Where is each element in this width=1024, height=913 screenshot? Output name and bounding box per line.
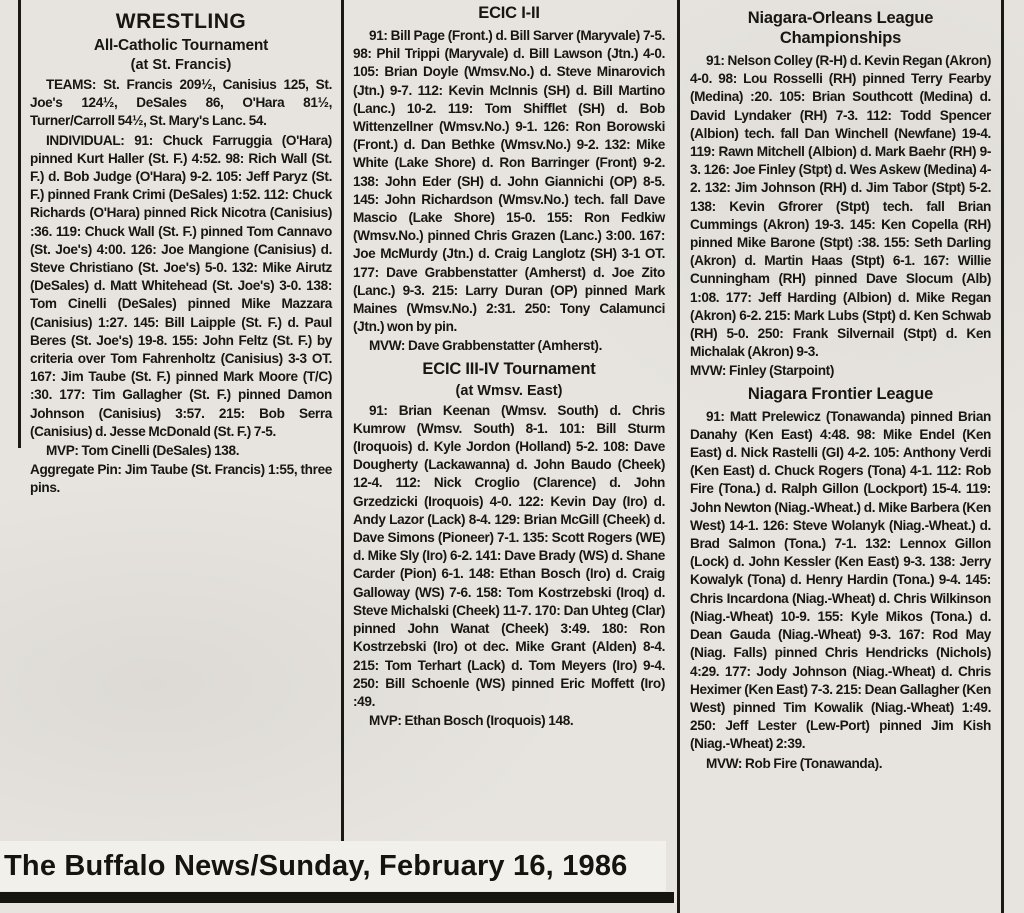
section-title-wrestling: WRESTLING	[115, 10, 247, 33]
col2-col3-divider-rule	[677, 0, 680, 913]
all-catholic-team-scores: TEAMS: St. Francis 209½, Canisius 125, St. Joe's 124½, DeSales 86, O'Hara 81½, Turner/Carroll 54½, St. Mary's Lanc. 54.	[30, 77, 332, 129]
niagara-frontier-mvw: MVW: Rob Fire (Tonawanda).	[706, 755, 883, 771]
niagara-frontier-results: 91: Matt Prelewicz (Tonawanda) pinned Brian Danahy (Ken East) 4:48. 98: Mike Endel (Ken East) d. Nick Rastelli (GI) 4-2. 105: Anthony Verdi (Ken East) d. Chuck Rogers (Tona) 4-1. 112: Rob Fire (Tona.) d. Ralph Gillon (Lockport) 15-4. 119: John Newton (Niag.-Wheat.) d. Mike Barbera (Ken West) 14-1. 126: Steve Wolanyk (Niag.-Wheat.) d. Brad Salmon (Tona.) 7-1. 132: Lennox Gillon (Lock) d. John Kessler (Ken East) 9-3. 138: Jerry Kowalyk (Tona) d. Henry Hardin (Tona.) 9-4. 145: Chris Incardona (Niag.-Wheat) d. Chris Wilkinson (Niag.-Wheat) 10-9. 155: Kyle Mikos (Tona.) d. Dean Gauda (Niag.-Wheat) 9-3. 167: Rod May (Niag. Falls) pinned Chris Hendricks (Nichols) 4:29. 177: Jody Johnson (Niag.-Wheat) d. Chris Heximer (Ken East) 7-3. 215: Dean Gallagher (Ken West) pinned Tim Kowalik (Niag.-Wheat) 1:49. 250: Jeff Lester (Lew-Port) pinned Jim Kish (Niag.-Wheat) 2:39.	[690, 408, 991, 752]
niagara-orleans-results: 91: Nelson Colley (R-H) d. Kevin Regan (Akron) 4-0. 98: Lou Rosselli (RH) pinned Terry Fearby (Medina) :20. 105: Brian Southcott (Medina) d. David Lyndaker (RH) 7-3. 112: Todd Spencer (Albion) tech. fall Dan Winchell (Newfane) 19-4. 119: Rawn Mitchell (Albion) d. Mark Baehr (RH) 9-3. 126: Joe Finley (Stpt) d. Wes Askew (Medina) 4-2. 132: Jim Johnson (RH) d. Jim Tabor (Stpt) 5-2. 138: Kevin Gfrorer (Stpt) tech. fall Brian Cummings (Akron) 19-3. 145: Ken Copella (RH) pinned Mike Barone (Stpt) :38. 155: Seth Darling (Akron) d. Martin Haas (Stpt) 6-1. 167: Willie Cunningham (RH) pinned Dave Slocum (Alb) 1:08. 177: Jeff Harding (Albion) d. Mike Regan (Akron) 6-2. 215: Mark Lubs (Stpt) d. Ken Schwab (RH) 5-0. 250: Frank Silvernail (Stpt) d. Ken Michalak (Akron) 9-3.	[690, 53, 991, 360]
venue-st-francis: (at St. Francis)	[130, 57, 232, 73]
ecic-1-2-mvw: MVW: Dave Grabbenstatter (Amherst).	[369, 338, 603, 354]
column-niagara	[690, 8, 991, 774]
section-title-ecic-3-4: ECIC III-IV Tournament	[422, 359, 596, 378]
masthead-underline-bar	[0, 892, 674, 903]
ecic-3-4-results: 91: Brian Keenan (Wmsv. South) d. Chris Kumrow (Wmsv. South) 8-1. 101: Bill Sturm (Iroquois) d. Kyle Jordon (Holland) 5-2. 108: Dave Dougherty (Lackawanna) d. John Baudo (Cheek) 12-4. 112: Nick Croglio (Clarence) d. John Grzedzicki (Iroquois) 4-0. 122: Kevin Day (Iro) d. Andy Lazor (Lack) 8-4. 129: Brian McGill (Cheek) d. Dave Simons (Pioneer) 7-1. 135: Scott Rogers (WE) d. Mike Sly (Iro) 6-2. 141: Dave Brady (WS) d. Shane Carder (Pion) 6-1. 148: Ethan Bosch (Iro) d. Craig Galloway (WS) 7-6. 158: Tom Kostrzebski (Iroq) d. Steve Michalski (Cheek) 11-7. 170: Dan Uhteg (Clar) pinned John Wanat (Cheek) 3:49. 180: Ron Kostrzebski (Iro) ot dec. Mike Grant (Alden) 8-4. 215: Tom Terhart (Lack) d. Tom Meyers (Iro) 9-4. 250: Bill Schoenle (WS) pinned Eric Moffett (Iro) :49.	[353, 402, 665, 709]
left-column-rule	[18, 0, 21, 448]
section-subtitle-all-catholic: All-Catholic Tournament	[93, 37, 269, 54]
all-catholic-aggregate-pin: Aggregate Pin: Jim Taube (St. Francis) 1:55, three pins.	[30, 462, 332, 496]
newspaper-masthead-strip	[0, 841, 666, 891]
masthead-date-line: The Buffalo News/Sunday, February 16, 1986	[4, 849, 628, 882]
venue-wmsv-east: (at Wmsv. East)	[455, 382, 563, 399]
all-catholic-mvp: MVP: Tom Cinelli (DeSales) 138.	[46, 443, 240, 459]
section-title-ecic-1-2: ECIC I-II	[478, 4, 540, 22]
ecic-1-2-results: 91: Bill Page (Front.) d. Bill Sarver (Maryvale) 7-5. 98: Phil Trippi (Maryvale) d. Bill Lawson (Jtn.) 4-0. 105: Brian Doyle (Wmsv.No.) d. Steve Minarovich (Jtn.) 9-7. 112: Kevin McInnis (SH) d. Bill Martino (Lanc.) 10-2. 119: Tom Shifflet (SH) d. Bob Wittenzellner (Wmsv.No.) 9-1. 126: Ron Borowski (Front.) d. Dan Bethke (Wmsv.No.) 9-2. 132: Mike White (Lake Shore) d. Ron Barringer (Front) 9-2. 138: John Eder (SH) d. John Giannichi (OP) 8-5. 145: John Richardson (Wmsv.No.) tech. fall Dave Mascio (Lake Shore) 15-0. 155: Ron Fedkiw (Wmsv.No.) pinned Chris Grazen (Lanc.) 3:00. 167: Joe McMurdy (Jtn.) d. Craig Langlotz (SH) 3-1 OT. 177: Dave Grabbenstatter (Amherst) d. Joe Zito (Lanc.) 9-3. 215: Larry Duran (OP) pinned Mark Maines (Wmsv.No.) 2:31. 250: Tony Calamunci (Jtn.) won by pin.	[353, 28, 665, 335]
column-all-catholic	[30, 8, 332, 499]
column-ecic	[353, 4, 665, 731]
col1-col2-divider-rule	[341, 0, 344, 845]
section-title-niagara-frontier: Niagara Frontier League	[747, 384, 934, 403]
ecic-3-4-mvp: MVP: Ethan Bosch (Iroquois) 148.	[369, 713, 574, 729]
all-catholic-individual-results: INDIVIDUAL: 91: Chuck Farruggia (O'Hara) pinned Kurt Haller (St. F.) 4:52. 98: Rich Wall (St. F.) d. Bob Judge (O'Hara) 9-2. 105: Jeff Paryz (St. F.) pinned Frank Crimi (DeSales) 1:52. 112: Chuck Richards (O'Hara) pinned Rick Nicotra (Canisius) :36. 119: Chuck Wall (St. F.) pinned Tom Cannavo (St. Joe's) 4:00. 126: Joe Mangione (Canisius) d. Steve Christiano (St. Joe's) 5-0. 132: Mike Airutz (DeSales) d. Matt Whitehead (St. Joe's) 3-0. 138: Tom Cinelli (DeSales) pinned Mike Mazzara (Canisius) 1:27. 145: Bill Laipple (St. F.) d. Paul Beres (St. Joe's) 19-8. 155: John Feltz (St. F.) by criteria over Tom Fahrenholtz (Canisius) 3-3 OT. 167: Jim Taube (St. F.) pinned Mark Moore (T/C) :30. 177: Tim Gallagher (St. F.) pinned Damon Johnson (Canisius) 3:57. 215: Bob Serra (Canisius) d. Jesse McDonald (St. F.) 7-5.	[30, 132, 332, 439]
right-edge-rule	[1001, 0, 1004, 913]
niagara-orleans-mvw: MVW: Finley (Starpoint)	[690, 363, 834, 379]
section-title-niagara-orleans: Niagara-Orleans League Championships	[747, 9, 934, 47]
